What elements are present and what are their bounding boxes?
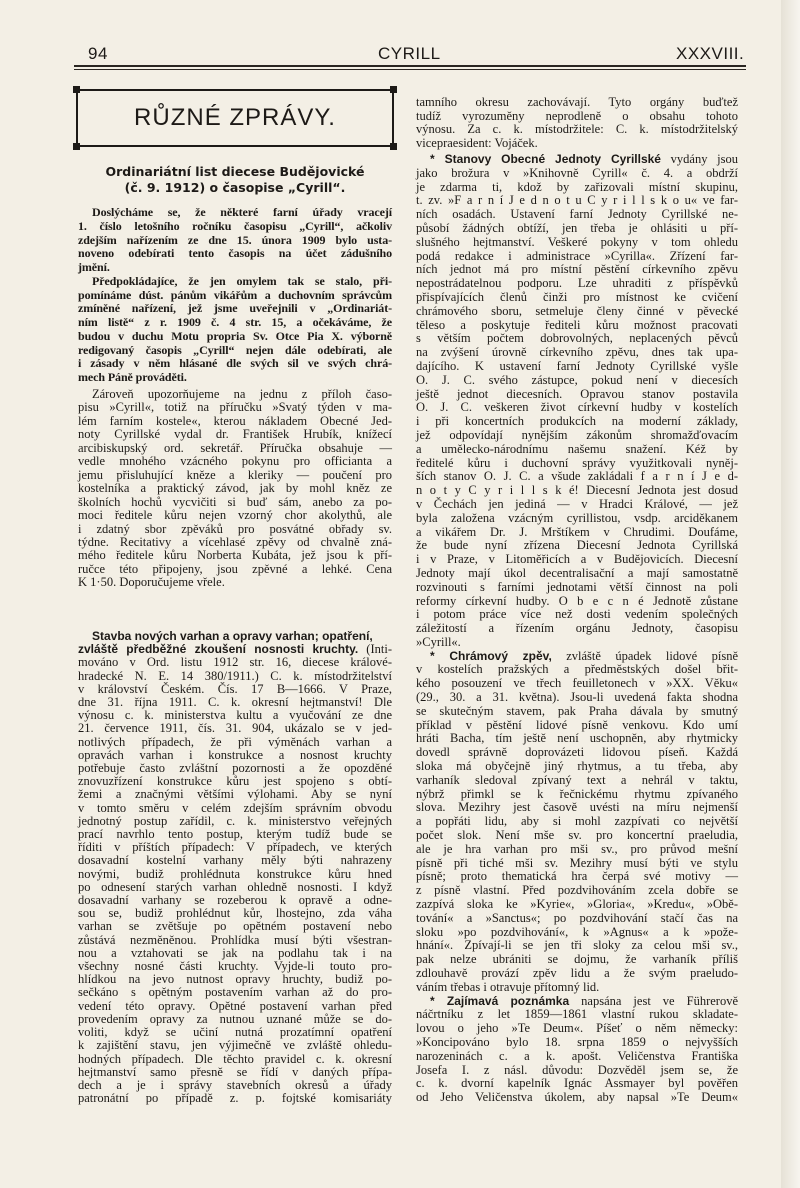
text-line: »Cyrill«. bbox=[416, 634, 461, 649]
text-line: a umělecko-národnímu našemu snažení. Kéž by bbox=[416, 441, 738, 456]
ordinariate-notice bbox=[78, 206, 392, 385]
text-line: výnosu. Za c. k. místodržitele: C. k. místodržitelský bbox=[416, 122, 738, 136]
text-line: patronátní po případě z. p. fojtské komisariáty bbox=[78, 1091, 392, 1106]
text-line: 1. číslo letošního ročníku časopisu „Cyrill“, ačkoliv bbox=[78, 218, 392, 233]
text-line: hejtmanství samo přesně se řídí v daných přípa- bbox=[78, 1064, 392, 1079]
text-line: příklad v pěstění lidové písně venkovu. Kdo umí bbox=[416, 717, 738, 732]
text-line: kého posouzení ve třech feuilletonech v »XX. Věku« bbox=[416, 676, 738, 691]
text-line: notlivých případech, že při výměnách varhan a bbox=[78, 734, 392, 749]
text-line: v království Českém. Čís. 17 B—1666. V Praze, bbox=[78, 681, 392, 696]
text-line: počet slok. Není mše sv. pro koncertní praeludia, bbox=[416, 828, 738, 843]
text-line: ním listě“ z r. 1909 č. 4 str. 15, a očekáváme, že bbox=[78, 315, 392, 329]
text-line: (29., 30. a 31. května). Jsou-li uvedená fakta shodna bbox=[416, 690, 738, 705]
text-line: vicepraesident: Vojáček. bbox=[416, 135, 538, 150]
text-line: pisu »Cyrill«, totiž na příručku »Svatý týden v ma- bbox=[78, 400, 392, 415]
text-line: opravách varhan i konstrukce a nosnost kruchty bbox=[78, 747, 392, 762]
text-line: kostelníka a praktický závod, jak by mohl kněz ze bbox=[78, 481, 392, 496]
text-line: ních osadách. Ustavení farní Jednoty Cyrillské ne- bbox=[416, 207, 738, 222]
run-in-heading: Stavba nových varhan a opravy varhan; opatření, bbox=[92, 629, 373, 643]
text-line: arcibiskupský ord. sekretář. Příručka obsahuje — bbox=[78, 440, 392, 455]
text-line: dne 31. října 1911. C. k. okresní hejtmanství! Dle bbox=[78, 695, 392, 710]
news-items bbox=[416, 153, 738, 1105]
section-title-box bbox=[76, 89, 394, 147]
text-line: ních jednot má pro místní pěstění církevního zpěvu bbox=[416, 262, 738, 277]
text-line: po odnesení starých varhan ohledně nosnosti. I když bbox=[78, 879, 392, 894]
text-line: jmění. bbox=[78, 260, 110, 274]
text-line: provedením opravy za nutnou uznané může se do- bbox=[78, 1011, 392, 1026]
text-line: potřebuje často zvláštní pozornosti a že opozděné bbox=[78, 761, 392, 776]
text-line: mováno v Ord. listu 1912 str. 16, diecese králové- bbox=[78, 655, 392, 670]
text-line: zdejším nařízením ze dne 15. února 1909 bylo usta- bbox=[78, 232, 392, 247]
text-line: hráti Bacha, tím ještě není uschopněn, aby rhytmicky bbox=[416, 731, 738, 746]
text-line: a vikářem Dr. J. Mrštíkem v Chrudimi. Doufáme, bbox=[416, 524, 738, 539]
corner-ornament bbox=[390, 86, 397, 93]
text-line: redigovaný časopis „Cyrill“ nejen dále odebírati, ale bbox=[78, 342, 392, 357]
text-line: s větším počtem dobrovolných, neplacených pěvců bbox=[416, 331, 738, 346]
text-line: byla založena vzácným cyrillistou, vsdp. arciděkanem bbox=[416, 510, 738, 525]
text-line: k zajištění stavu, jen výjimečně ve zvláště ohledu- bbox=[78, 1038, 392, 1053]
text-line: nepostrádatelnou podporu. Lze uhraditi z příspěvků bbox=[416, 276, 738, 291]
text-line: lém farním kostele«, kterou nákladem Obecné Jed- bbox=[78, 413, 392, 428]
text-line: dosavadní varhany se rozeberou k opravě a odne- bbox=[78, 893, 392, 908]
text-line: ručce této připojeny, jsou zpěvné a lehké. Cena bbox=[78, 561, 392, 576]
text-line: jako brožura v »Knihovně Cyrill« č. 4. a obdrží bbox=[416, 165, 738, 180]
article-heading-subline: (č. 9. 1912) o časopise „Cyrill“. bbox=[124, 180, 346, 195]
section-title: RŮZNÉ ZPRÁVY. bbox=[134, 104, 336, 131]
text-line: Zároveň upozorňujeme na jednu z příloh časo- bbox=[92, 387, 392, 401]
text-line: »Koncipováno bylo 18. srpna 1859 o nejvyšších bbox=[416, 1035, 738, 1049]
text-line: Předpokládajíce, že jen omylem tak se stalo, při- bbox=[92, 273, 392, 288]
text-line: tudíž vyrozuměny neprodleně o obsahu tohoto bbox=[416, 108, 738, 123]
text-line: t. zv. »F a r n í J e d n o t u C y r i l l s k o u« ve far- bbox=[416, 193, 738, 208]
text-line: podá redakce i administrace »Cyrilla«. Zřízení far- bbox=[416, 248, 738, 263]
corner-ornament bbox=[73, 143, 80, 150]
text-line: prací navrhlo tento postup, kterým tudíž bude se bbox=[78, 827, 392, 842]
text-line: i v Praze, v Litoměřicích a v Budějovicích. Diecesní bbox=[416, 552, 738, 567]
volume-number: XXXVIII. bbox=[676, 44, 745, 63]
article-continuation bbox=[416, 96, 738, 150]
text-line: na zvýšení úrovně církevního zpěvu, dnes tak upa- bbox=[416, 345, 738, 360]
text-line: budou v duchu Motu propria Sv. Otce Pia X. výborně bbox=[78, 328, 392, 343]
text-line: říditi v příštích případech: V případech, ve kterých bbox=[78, 840, 392, 855]
text-line: ale je hra varhan pro mši sv., pro průvod mešní bbox=[416, 841, 738, 856]
text-line: slušného hejtmanství. Veškeré pokyny v tom ohledu bbox=[416, 234, 738, 249]
text-line: Josefa I. z násl. důvodu: Dozvěděl jsem se, že bbox=[416, 1062, 738, 1077]
text-line: v kostelích pražských a předměstských došel břit- bbox=[416, 662, 738, 677]
text-line: hlídkou na jevo nutnost opravy hruchty, budiž po- bbox=[78, 972, 392, 987]
text-line: varhaník sledoval zpívaný text a nehrál v taktu, bbox=[416, 772, 738, 787]
text-line: znovuzřízení konstrukce kůru jest spojeno s obtí- bbox=[78, 774, 392, 789]
header-rule bbox=[74, 65, 746, 67]
paragraph-svaty-tyden bbox=[78, 388, 392, 590]
text-line: písně; proto thematická hra čerpá své motivy — bbox=[416, 869, 738, 884]
text-line: nou a vztahovati se jak na podlahu tak i na bbox=[78, 945, 392, 960]
text-line: váním třebas i otravuje přítomný lid. bbox=[416, 979, 600, 994]
text-line: i zdatný sbor zpěváků pro posvátné obřady sv. bbox=[78, 521, 392, 536]
text-line: sloku »po pozdvihování«, k »Agnus« a k »pože- bbox=[416, 924, 738, 939]
text-line: vedle mnohého vzácného pokynu pro officianta a bbox=[78, 454, 392, 469]
run-in-heading: * Stanovy Obecné Jednoty Cyrillské bbox=[430, 152, 661, 166]
text-line: že bude nyní zřízena Diecesní Jednota Cyrillská bbox=[416, 538, 738, 553]
text-line: sečkáno s opětným postavením varhan až do pro- bbox=[78, 985, 392, 1000]
run-in-heading: * Chrámový zpěv, bbox=[430, 648, 552, 663]
text-line: zdlouhavě provází zpěv lidu a že svým praeludo- bbox=[416, 966, 738, 981]
text-line: jež odpovídají nynějším zákonům shromažďovacím bbox=[416, 427, 738, 442]
run-in-heading: * Zajímavá poznámka bbox=[430, 993, 570, 1008]
text-run: napsána jest ve Führerově bbox=[569, 993, 738, 1008]
text-line: reformy církevní hudby. O b e c n é Jednotě zůstane bbox=[416, 593, 738, 608]
text-line: všechny nosné části kruchty. Vyjde-li touto pro- bbox=[78, 959, 392, 974]
text-line: ředitelé kůru i duchovní správy využitkovali nyněj- bbox=[416, 455, 738, 470]
text-line: záležitostí a řízením orgánu Jednoty, časopisu bbox=[416, 621, 738, 636]
text-line: pak nelze ubrániti se dojmu, že varhaník příliš bbox=[416, 952, 738, 967]
text-line: c. k. dvorní kapelník Ignác Assmayer byl pověřen bbox=[416, 1076, 738, 1091]
text-run: zvláště úpadek lidové písně bbox=[551, 648, 738, 663]
text-line: hnání«. Zpívají-li se jen tři sloky za celou mši sv., bbox=[416, 938, 738, 953]
corner-ornament bbox=[73, 86, 80, 93]
text-line: moci ředitele kůru nejen vzorný chor akolythů, ale bbox=[78, 508, 392, 523]
text-line: jemu přisluhující kněze a kleriky — poučení pro bbox=[78, 467, 392, 482]
text-line: rozvinouti s farními jednotami větší činnost na poli bbox=[416, 579, 738, 594]
text-line: voliti, když se učiní nutná prozatímní opatření bbox=[78, 1025, 392, 1040]
text-line: sloka má obyčejně jiný rhytmus, a tu třeba, aby bbox=[416, 759, 738, 774]
text-line: nýbrž přimkl se k řečnickému rhytmu zpívaného bbox=[416, 786, 738, 801]
text-line bbox=[416, 650, 738, 664]
text-line: školních hochů vycvičiti si buď sám, anebo za po- bbox=[78, 494, 392, 509]
text-line: O. J. C. veškeren život církevní hudby v kostelích bbox=[416, 400, 738, 415]
text-line: noveno odebírati tento časopis na účet zádušního bbox=[78, 246, 392, 261]
text-line bbox=[416, 153, 738, 167]
text-line: hodných případech. Dle těchto pravidel c. k. okresní bbox=[78, 1051, 392, 1066]
run-in-heading: zvláště předběžné zkoušení nosnosti kruchty. bbox=[78, 642, 359, 657]
text-line: tování« a »Sanctus«; po pozdvihování stačí čas na bbox=[416, 910, 738, 925]
text-line: dosavadní kostelní varhany měly býti nahrazeny bbox=[78, 853, 392, 868]
text-line: dovedl správně doprovázeti lidovou píseň. Každá bbox=[416, 745, 738, 760]
text-line: lovou o jeho »Te Deum«. Píšeť o něm německy: bbox=[416, 1021, 738, 1036]
text-line: zazpívá sloka ke »Kyrie«, »Gloria«, »Kredu«, »Obě- bbox=[416, 897, 738, 912]
text-line: Jednoty mají úkol decentralisační a mají samostatně bbox=[416, 565, 738, 580]
text-line: noty Cyrillské vydal dr. František Hrubík, knížecí bbox=[78, 427, 392, 442]
text-line: od Jeho Veličenstva úkolem, aby napsal »Te Deum« bbox=[416, 1090, 738, 1105]
text-line: náčrtníku z let 1859—1861 vlastní rukou skladate- bbox=[416, 1007, 738, 1022]
text-line: žemi a značnými většími výlohami. Aby se nyní bbox=[78, 787, 392, 802]
text-line: zůstává nezměněnou. Prohlídka musí býti všestran- bbox=[78, 932, 392, 947]
text-line: narozeninách c. a k. apošt. Veličenstva Františka bbox=[416, 1048, 738, 1063]
text-run: vydány jsou bbox=[660, 152, 738, 166]
text-line: ještě jednot diecesních. Opravou stanov postavila bbox=[416, 386, 738, 401]
text-line: hradecké N. E. 14 380/1911.) C. k. místodržitelství bbox=[78, 668, 392, 683]
text-line: i zásady v něm hlásané dle svých sil ve svých chrá- bbox=[78, 356, 392, 371]
text-line: jednotný postup zařídil, c. k. ministerstvo veřejných bbox=[78, 813, 392, 828]
text-line: ších stanov O. J. C. a všude zakládali f a r n í J e d- bbox=[416, 469, 738, 484]
text-line: působí žádných obtíží, jen třeba je ohlásiti u pří- bbox=[416, 220, 738, 235]
text-line: týdne. Recitativy a vícehlasé zpěvy od chvalně zná- bbox=[78, 534, 392, 549]
text-line: výnosu c. k. ministerstva kultu a vyučování ze dne bbox=[78, 708, 392, 723]
article-stavba-varhan bbox=[78, 630, 392, 1105]
text-line bbox=[416, 995, 738, 1009]
text-line: varhan se zvětšuje po opětném postavení nebo bbox=[78, 919, 392, 934]
text-line: se skutečným stavem, pak Praha dávala by smutný bbox=[416, 703, 738, 718]
text-line: i potom práce více než dosti vedením společných bbox=[416, 607, 738, 622]
text-line: v Čechách jen jediná — v Hradci Králové, — jež bbox=[416, 496, 738, 511]
text-line: K 1·50. Doporučujeme vřele. bbox=[78, 575, 225, 590]
text-line: dajícího. K ustavení farní Jednoty Cyrillské vyšle bbox=[416, 358, 738, 373]
text-line: zmíněné nařízení, jež jsme uveřejnili v „Ordinariát- bbox=[78, 301, 392, 316]
text-line: tamního okresu zachovávají. Tyto orgány buďtež bbox=[416, 95, 738, 109]
text-line: novými, budiž prohlédnuta konstrukce kůru hned bbox=[78, 866, 392, 881]
text-line: O. J. C. svého zástupce, pokud není v diecesích bbox=[416, 372, 738, 387]
corner-ornament bbox=[390, 143, 397, 150]
text-line: a popřáti lidu, aby si mohl zazpívati co největší bbox=[416, 814, 738, 829]
text-line: vedení této opravy. Opětné postavení varhan před bbox=[78, 998, 392, 1013]
text-line: pomínáme dúst. pánům vikářům a duchovním správcům bbox=[78, 287, 392, 302]
text-line: v tomto směru v celém zdejším správním obvodu bbox=[78, 800, 392, 815]
page-number: 94 bbox=[88, 44, 108, 63]
text-line: písně při tiché mši sv. Mezihry musí býti ve stylu bbox=[416, 855, 738, 870]
text-line: chrámového sboru, setmeluje členy činné v pěvecké bbox=[416, 303, 738, 318]
page-edge-shadow bbox=[781, 0, 800, 1188]
text-line: mého ředitele kůru Norberta Kubáta, jež jsou k pří- bbox=[78, 548, 392, 563]
text-line: Doslýcháme se, že některé farní úřady vracejí bbox=[92, 205, 392, 219]
text-line: dech a je i správy stavebních okresů a úřady bbox=[78, 1077, 392, 1092]
text-line: 21. července 1911, čís. 31. 904, ukázalo se v jed- bbox=[78, 721, 392, 736]
text-line: slova. Mezihry jest časově uvésti na míru nejmenší bbox=[416, 800, 738, 815]
text-line: sou se, budiž prohlédnut kůr, lhostejno, zda váha bbox=[78, 906, 392, 921]
journal-title: CYRILL bbox=[378, 44, 441, 63]
text-line: je zdarma ti, kdož by zařizovali místní skupinu, bbox=[416, 179, 738, 194]
text-line: z písně vlastní. Před pozdvihováním zcela dobře se bbox=[416, 883, 738, 898]
text-line: mech Páně prováděti. bbox=[78, 370, 187, 384]
text-line: i při koncertních produkcích na moderní základy, bbox=[416, 414, 738, 429]
text-line: těleso a poskytuje řediteli kůru možnost pracovati bbox=[416, 317, 738, 332]
text-line: n o t y C y r i l l s k é! Diecesní Jednota jest dosud bbox=[416, 483, 738, 498]
text-line: přispívajících členů činži pro místnost ke cvičení bbox=[416, 289, 738, 304]
header-rule-thin bbox=[74, 69, 746, 70]
text-run: (Inti- bbox=[358, 642, 392, 657]
article-heading: Ordinariátní list diecese Budějovické bbox=[105, 164, 365, 179]
